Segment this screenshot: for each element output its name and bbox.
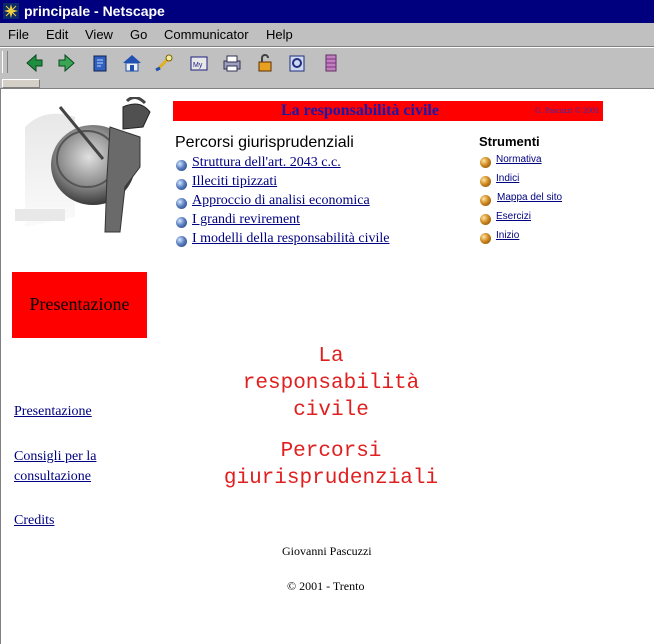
- navigation-toolbar: [0, 47, 654, 79]
- reload-button[interactable]: [88, 51, 112, 75]
- home-button[interactable]: [120, 51, 144, 75]
- strumenti-link-normativa[interactable]: Normativa: [496, 154, 542, 165]
- center-subtitle: [185, 438, 477, 492]
- center-title: [201, 343, 461, 424]
- shop-icon: [286, 52, 308, 74]
- home-icon: [121, 52, 143, 74]
- window-title: principale - Netscape: [24, 3, 165, 19]
- security-icon: [254, 52, 276, 74]
- strumenti-link-indici[interactable]: Indici: [496, 173, 520, 184]
- stop-button[interactable]: [319, 51, 343, 75]
- toolbar-tab[interactable]: [2, 79, 40, 88]
- orange-bullet-icon: [480, 195, 491, 206]
- percorso-link-struttura[interactable]: Struttura dell'art. 2043 c.c.: [192, 155, 341, 170]
- search-button[interactable]: [153, 51, 177, 75]
- blue-bullet-icon: [176, 160, 187, 171]
- blue-bullet-icon: [176, 179, 187, 190]
- forward-icon: [56, 52, 78, 74]
- center-subtitle-line: Percorsi: [280, 440, 382, 463]
- section-label-box: [12, 272, 147, 338]
- percorso-link-illeciti[interactable]: Illeciti tipizzati: [192, 174, 278, 189]
- security-button[interactable]: [253, 51, 277, 75]
- blue-bullet-icon: [176, 198, 187, 209]
- menu-help[interactable]: Help: [266, 27, 293, 42]
- section-label: Presentazione: [29, 294, 130, 314]
- reload-icon: [89, 52, 111, 74]
- shop-button[interactable]: [285, 51, 309, 75]
- orange-bullet-icon: [480, 214, 491, 225]
- menu-edit[interactable]: Edit: [46, 27, 69, 42]
- blue-bullet-icon: [176, 217, 187, 228]
- title-bar: [0, 0, 654, 23]
- header-banner: [173, 101, 603, 121]
- forward-button[interactable]: [55, 51, 79, 75]
- menu-go[interactable]: Go: [130, 27, 148, 42]
- svg-text:My: My: [193, 62, 203, 69]
- search-icon: [154, 52, 176, 74]
- blue-bullet-icon: [176, 236, 187, 247]
- strumenti-link-inizio[interactable]: Inizio: [496, 230, 520, 241]
- page-title: La responsabilità civile: [281, 102, 439, 119]
- print-button[interactable]: [220, 51, 244, 75]
- netscape-app-icon: [3, 3, 19, 19]
- menu-view[interactable]: View: [85, 27, 113, 42]
- sidebar-link-consigli[interactable]: Consigli per la: [14, 449, 97, 464]
- print-icon: [221, 52, 243, 74]
- percorso-link-modelli[interactable]: I modelli della responsabilità civile: [192, 231, 390, 246]
- location-toolbar-collapsed: [0, 78, 654, 89]
- footer-copyright: © 2001 - Trento: [287, 579, 365, 593]
- menu-bar: [0, 23, 654, 47]
- back-icon: [23, 52, 45, 74]
- warrior-statue-image: [15, 97, 163, 237]
- stop-icon: [320, 52, 342, 74]
- orange-bullet-icon: [480, 233, 491, 244]
- my-netscape-icon: [188, 52, 210, 74]
- menu-file[interactable]: File: [8, 27, 29, 42]
- strumenti-link-esercizi[interactable]: Esercizi: [496, 211, 532, 222]
- percorso-link-analisi[interactable]: Approccio di analisi economica: [192, 193, 370, 208]
- center-title-line: La: [318, 345, 344, 368]
- strumenti-heading: Strumenti: [479, 134, 540, 149]
- sidebar-link-presentazione[interactable]: Presentazione: [14, 404, 92, 419]
- header-copyright: G. Pascuzzi © 2001: [535, 106, 599, 115]
- my-netscape-button[interactable]: [187, 51, 211, 75]
- orange-bullet-icon: [480, 176, 491, 187]
- toolbar-grip[interactable]: [2, 51, 8, 73]
- strumenti-link-mappa[interactable]: Mappa del sito: [497, 192, 563, 203]
- menu-communicator[interactable]: Communicator: [164, 27, 249, 42]
- author-name: Giovanni Pascuzzi: [282, 544, 372, 558]
- orange-bullet-icon: [480, 157, 491, 168]
- back-button[interactable]: [22, 51, 46, 75]
- center-subtitle-line: giurisprudenziali: [223, 467, 439, 490]
- center-title-line: responsabilità: [242, 372, 420, 395]
- sidebar-link-consultazione[interactable]: consultazione: [14, 469, 91, 484]
- percorsi-heading: Percorsi giurisprudenziali: [175, 134, 354, 151]
- center-title-line: civile: [293, 399, 369, 422]
- page-content: [0, 89, 654, 644]
- percorso-link-revirement[interactable]: I grandi revirement: [192, 212, 301, 227]
- sidebar-link-credits[interactable]: Credits: [14, 513, 55, 528]
